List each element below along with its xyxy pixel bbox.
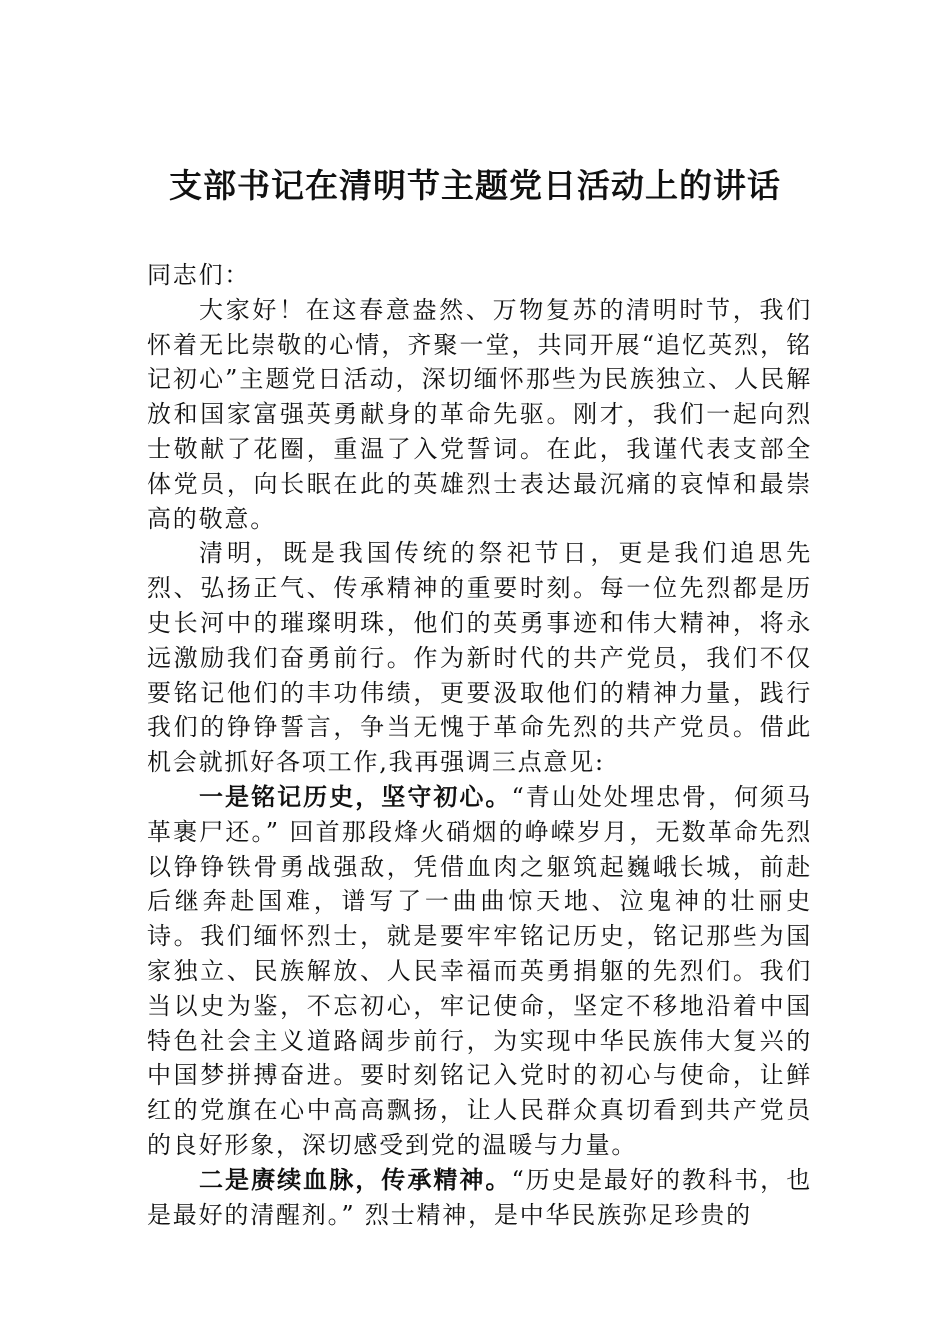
salutation: 同志们： <box>147 261 251 289</box>
paragraph-greeting <box>147 293 812 537</box>
document-title: 支部书记在清明节主题党日活动上的讲话 <box>169 166 781 205</box>
document-body <box>147 258 812 1232</box>
paragraph-point-two <box>147 1163 812 1233</box>
paragraph-point-one <box>147 780 812 1163</box>
point-heading: 二是赓续血脉，传承精神。 <box>199 1165 512 1194</box>
point-heading: 一是铭记历史，坚守初心。 <box>199 782 512 811</box>
paragraph-text: “青山处处埋忠骨，何须马革裹尸还。” 回首那段烽火硝烟的峥嵘岁月，无数革命先烈以铮铮铁骨勇战强敌，凭借血肉之躯筑起巍峨长城，前赴后继奔赴国难，谱写了一曲曲惊天地、泣鬼神的壮丽史诗。我们缅怀烈士，就是要牢牢铭记历史，铭记那些为国家独立、民族解放、人民幸福而英勇捐躯的先烈们。我们当以史为鉴，不忘初心，牢记使命，坚定不移地沿着中国特色社会主义道路阔步前行，为实现中华民族伟大复兴的中国梦拼搏奋进。要时刻铭记入党时的初心与使命，让鲜红的党旗在心中高高飘扬，让人民群众真切看到共产党员的良好形象，深切感受到党的温暖与力量。 <box>147 782 812 1159</box>
paragraph-qingming <box>147 536 812 780</box>
paragraph-text: “历史是最好的教科书，也是最好的清醒剂。” 烈士精神，是中华民族弥足珍贵的 <box>147 1165 812 1229</box>
paragraph-text: 大家好！在这春意盎然、万物复苏的清明时节，我们怀着无比崇敬的心情，齐聚一堂，共同开展“追忆英烈，铭记初心”主题党日活动，深切缅怀那些为民族独立、人民解放和国家富强英勇献身的革命先驱。刚才，我们一起向烈士敬献了花圈，重温了入党誓词。在此，我谨代表支部全体党员，向长眠在此的英雄烈士表达最沉痛的哀悼和最崇高的敬意。 <box>147 295 812 533</box>
paragraph-text: 清明，既是我国传统的祭祀节日，更是我们追思先烈、弘扬正气、传承精神的重要时刻。每一位先烈都是历史长河中的璀璨明珠，他们的英勇事迹和伟大精神，将永远激励我们奋勇前行。作为新时代的共产党员，我们不仅要铭记他们的丰功伟绩，更要汲取他们的精神力量，践行我们的铮铮誓言，争当无愧于革命先烈的共产党员。借此机会就抓好各项工作,我再强调三点意见: <box>147 539 812 777</box>
